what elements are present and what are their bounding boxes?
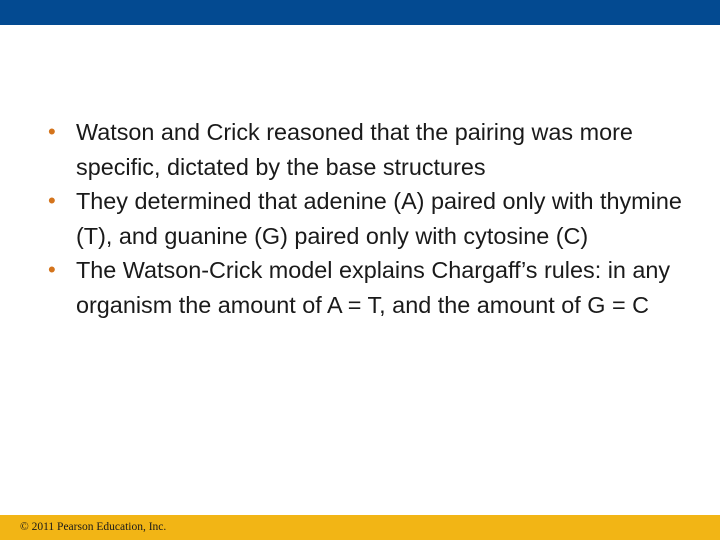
copyright-notice: © 2011 Pearson Education, Inc.: [20, 521, 167, 533]
top-header-bar: [0, 0, 720, 25]
bullet-item: [48, 253, 712, 322]
bullet-marker: •: [48, 257, 56, 282]
bullet-item: [48, 115, 712, 184]
bullet-text: Watson and Crick reasoned that the pairing was more specific, dictated by the base structures: [76, 119, 633, 180]
bullet-marker: •: [48, 188, 56, 213]
bullet-list: [48, 115, 712, 322]
bullet-marker: •: [48, 119, 56, 144]
footer-bar: [0, 515, 720, 540]
bullet-item: [48, 184, 712, 253]
bullet-text: They determined that adenine (A) paired only with thymine (T), and guanine (G) paired only with cytosine (C): [76, 188, 682, 249]
bullet-text: The Watson-Crick model explains Chargaff’s rules: in any organism the amount of A = T, and the amount of G = C: [76, 257, 671, 318]
